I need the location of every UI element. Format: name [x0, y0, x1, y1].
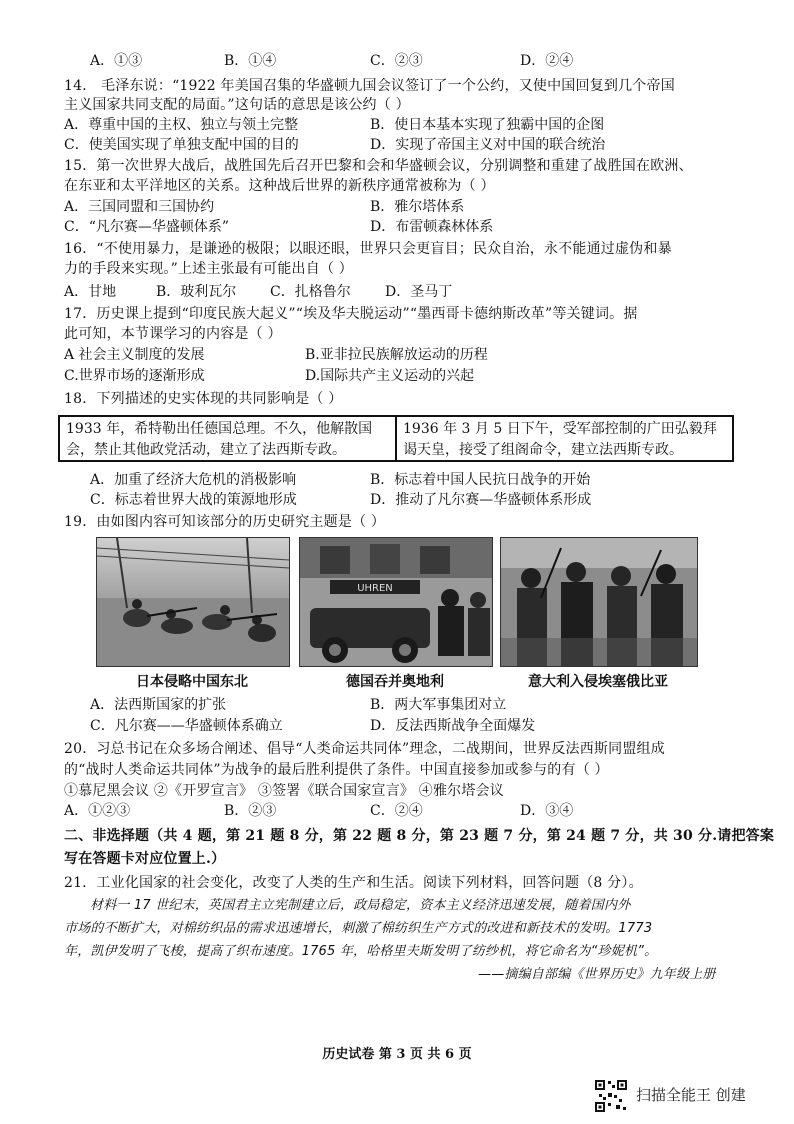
q17-option-a: A 社会主义制度的发展 — [64, 347, 205, 363]
q21-material-source: ——摘编自部编《世界历史》九年级上册 — [478, 967, 716, 982]
q17-option-d: D.国际共产主义运动的兴起 — [305, 368, 475, 384]
q18-material-table — [58, 415, 734, 462]
photo-japan-invades-northeast — [96, 537, 290, 667]
q20-option-d: D．③④ — [520, 803, 574, 819]
q19-stem: 19．由如图内容可知该部分的历史研究主题是（ ） — [64, 514, 386, 530]
caption-italy: 意大利入侵埃塞俄比亚 — [528, 674, 668, 690]
q13-option-a: A．①③ — [90, 53, 143, 69]
photo-italy-graphic — [501, 538, 697, 666]
qr-code-icon — [594, 1079, 628, 1113]
section2-heading-line1: 二、非选择题（共 4 题，第 21 题 8 分，第 22 题 8 分，第 23 题 7 分，第 24 题 7 分，共 30 分.请把答案 — [64, 828, 775, 844]
q16-option-a: A．甘地 — [64, 284, 117, 300]
caption-japan: 日本侵略中国东北 — [136, 674, 248, 690]
q19-option-d: D．反法西斯战争全面爆发 — [370, 718, 536, 734]
photo-japan-graphic — [97, 538, 289, 666]
q21-material-line3: 年，凯伊发明了飞梭，提高了织布速度。1765 年，哈格里夫斯发明了纺纱机，将它命名为“珍妮机”。 — [64, 944, 658, 959]
q21-material-line2: 市场的不断扩大，对棉纺织品的需求迅速增长，刺激了棉纺织生产方式的改进和新技术的发明。1773 — [64, 921, 653, 936]
q18-option-a: A．加重了经济大危机的消极影响 — [90, 472, 297, 488]
q20-items: ①慕尼黑会议 ②《开罗宣言》 ③签署《联合国家宣言》 ④雅尔塔会议 — [64, 783, 504, 799]
q19-option-c: C．凡尔赛——华盛顿体系确立 — [90, 718, 283, 734]
section2-heading-line2: 写在答题卡对应位置上.） — [64, 851, 226, 867]
scanner-watermark: 扫描全能王 创建 — [636, 1086, 746, 1104]
caption-germany: 德国吞并奥地利 — [346, 674, 444, 690]
q14-option-b: B．使日本基本实现了独霸中国的企图 — [370, 117, 605, 133]
q13-option-c: C．②③ — [370, 53, 423, 69]
q18-stem: 18．下列描述的史实体现的共同影响是（ ） — [64, 391, 343, 407]
q16-option-d: D．圣马丁 — [385, 284, 453, 300]
q18-option-d: D．推动了凡尔赛—华盛顿体系形成 — [370, 492, 592, 508]
q20-option-a: A．①②③ — [64, 803, 131, 819]
q17-option-b: B.亚非拉民族解放运动的历程 — [305, 347, 488, 363]
q18-material-japan: 1936 年 3 月 5 日下午，受军部控制的广田弘毅拜谒天皇，接受了组阁命令，建立法西斯专政。 — [395, 417, 732, 460]
q14-stem-line2: 主义国家共同支配的局面。”这句话的意思是该公约（ ） — [64, 97, 410, 113]
photo-germany-graphic — [300, 538, 492, 666]
q14-option-c: C．使美国实现了单独支配中国的目的 — [64, 137, 299, 153]
q18-material-germany: 1933 年，希特勒出任德国总理。不久，他解散国会，禁止其他政党活动，建立了法西斯专政。 — [66, 421, 373, 458]
q14-option-d: D．实现了帝国主义对中国的联合统治 — [370, 137, 606, 153]
q18-option-b: B．标志着中国人民抗日战争的开始 — [370, 472, 591, 488]
q16-stem-line1: 16．“不使用暴力，是谦逊的极限；以眼还眼，世界只会更盲目；民众自治，永不能通过虚伪和暴 — [64, 241, 672, 257]
q20-stem-line2: 的“战时人类命运共同体”为战争的最后胜利提供了条件。中国直接参加或参与的有（ ） — [64, 762, 609, 778]
q15-option-d: D．布雷顿森林体系 — [370, 219, 494, 235]
photo-italy-invades-ethiopia — [500, 537, 698, 667]
q15-option-b: B．雅尔塔体系 — [370, 199, 465, 215]
shop-sign: UHREN — [357, 583, 393, 594]
q21-material-line1: 材料一 17 世纪末，英国君主立宪制建立后，政局稳定，资本主义经济迅速发展，随着国内外 — [90, 898, 631, 913]
q17-option-c: C.世界市场的逐渐形成 — [64, 368, 205, 384]
q16-option-c: C．扎格鲁尔 — [270, 284, 351, 300]
q17-stem-line2: 此可知，本节课学习的内容是（ ） — [64, 326, 282, 342]
q19-option-b: B．两大军事集团对立 — [370, 697, 507, 713]
q16-stem-line2: 力的手段来实现。”上述主张最有可能出自（ ） — [64, 261, 354, 277]
q13-option-d: D．②④ — [520, 53, 574, 69]
q14-stem-line1: 14． 毛泽东说：“1922 年美国召集的华盛顿九国会议签订了一个公约，又使中国回复到几个帝国 — [64, 78, 675, 94]
q15-stem-line2: 在东亚和太平洋地区的关系。这种战后世界的新秩序通常被称为（ ） — [64, 178, 495, 194]
page-footer: 历史试卷 第 3 页 共 6 页 — [322, 1047, 472, 1062]
q15-stem-line1: 15．第一次世界大战后，战胜国先后召开巴黎和会和华盛顿会议，分别调整和重建了战胜国在欧洲、 — [64, 158, 693, 174]
q20-option-c: C．②④ — [370, 803, 423, 819]
q17-stem-line1: 17．历史课上提到“印度民族大起义”“埃及华夫脱运动”“墨西哥卡德纳斯改革”等关键词。据 — [64, 306, 638, 322]
q20-option-b: B．②③ — [224, 803, 277, 819]
q13-option-b: B．①④ — [224, 53, 277, 69]
q15-option-c: C．“凡尔赛—华盛顿体系” — [64, 219, 230, 235]
q18-option-c: C．标志着世界大战的策源地形成 — [90, 492, 297, 508]
photo-germany-annexes-austria — [299, 537, 493, 667]
q16-option-b: B．玻利瓦尔 — [156, 284, 237, 300]
q20-stem-line1: 20．习总书记在众多场合阐述、倡导“人类命运共同体”理念，二战期间，世界反法西斯同盟组成 — [64, 741, 665, 757]
q19-option-a: A．法西斯国家的扩张 — [90, 697, 227, 713]
q14-option-a: A．尊重中国的主权、独立与领土完整 — [64, 117, 299, 133]
q15-option-a: A．三国同盟和三国协约 — [64, 199, 215, 215]
q21-stem: 21．工业化国家的社会变化，改变了人类的生产和生活。阅读下列材料，回答问题（8 分）。 — [64, 875, 643, 891]
